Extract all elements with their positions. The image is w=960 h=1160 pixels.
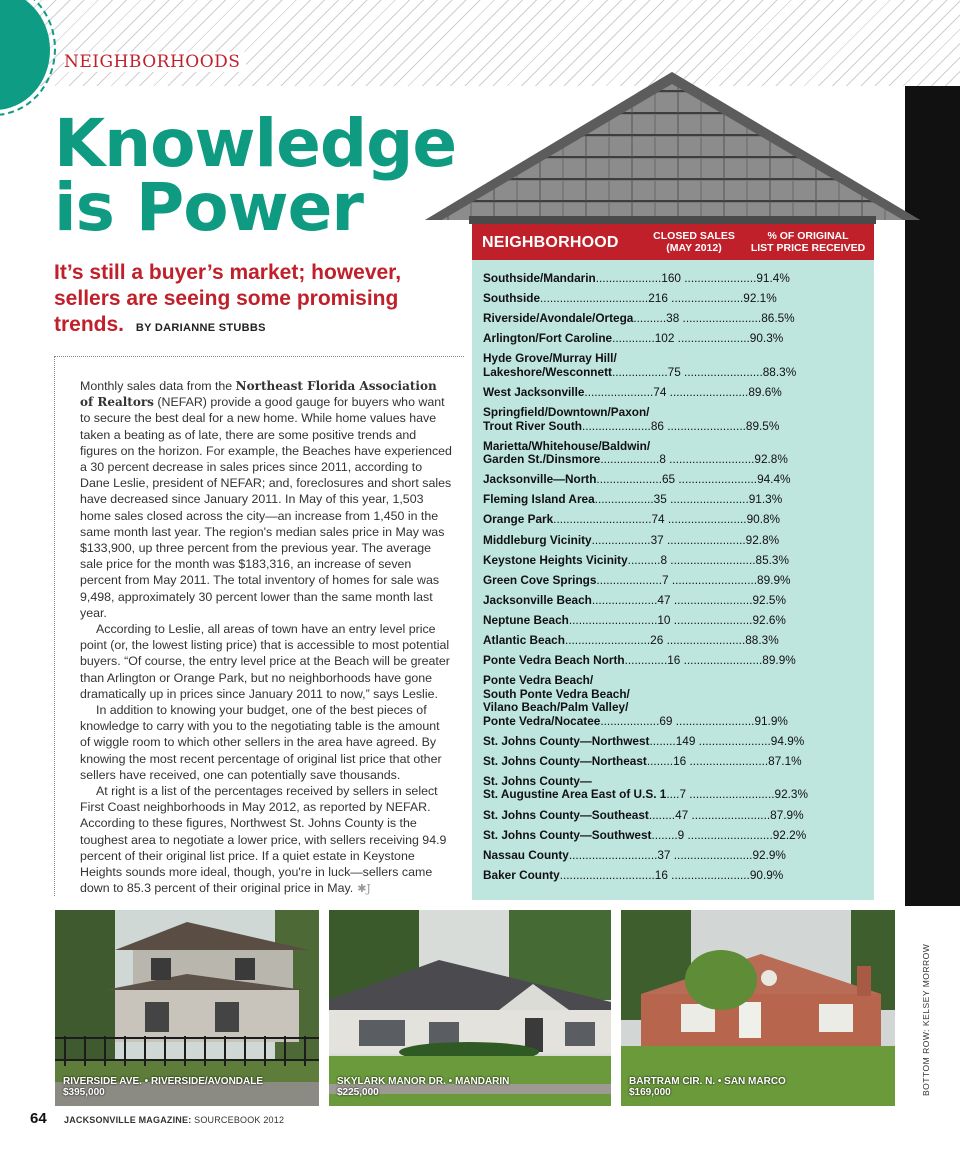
- percent-value: 92.3%: [774, 787, 808, 802]
- neighborhood-name: Arlington/Fort Caroline: [483, 331, 613, 346]
- neighborhood-name: Keystone Heights Vicinity: [483, 552, 628, 567]
- neighborhood-name: Middleburg Vicinity: [483, 532, 592, 547]
- caption-location: BARTRAM CIR. N. • SAN MARCO: [629, 1076, 786, 1087]
- caption-location: SKYLARK MANOR DR. • MANDARIN: [337, 1076, 510, 1087]
- table-row: [483, 594, 818, 608]
- article-paragraph-2: According to Leslie, all areas of town have an entry level price point (or, the lowest listing price) that is accessible to most potential buyers. “Of course, the entry level price at the Beach will be greater than Arlington or Orange Park, but no neighborhoods have gone dramatically up in prices since January 2011 to now,” says Leslie.: [80, 622, 450, 701]
- closed-sales-value: 10: [657, 612, 671, 627]
- row-line: [483, 534, 818, 548]
- caption-price: $395,000: [63, 1087, 105, 1098]
- neighborhood-name: Springfield/Downtown/Paxon/: [483, 405, 650, 420]
- row-line: [483, 513, 818, 527]
- row-line: [483, 366, 818, 380]
- neighborhood-name: Ponte Vedra/Nocatee: [483, 713, 601, 728]
- table-row: [483, 312, 818, 326]
- neighborhood-name: West Jacksonville: [483, 384, 585, 399]
- closed-sales-value: 149: [675, 733, 696, 748]
- percent-value: 92.6%: [752, 612, 786, 627]
- closed-sales-value: 16: [673, 753, 687, 768]
- dot-leader: ..........: [633, 311, 667, 326]
- closed-sales-value: 69: [659, 713, 673, 728]
- dotted-rule-left: [54, 356, 55, 896]
- photo-caption-3: [629, 1076, 786, 1098]
- dot-leader: ..................: [600, 713, 660, 728]
- row-line: [483, 292, 818, 306]
- dot-leader: ..........................: [668, 572, 758, 587]
- closed-sales-value: 8: [660, 552, 668, 567]
- dot-leader: ........................: [663, 633, 746, 647]
- dot-leader: ..........: [627, 552, 661, 567]
- row-line: [483, 440, 818, 454]
- photo-mandarin: [329, 910, 611, 1106]
- dot-leader: ........................: [666, 384, 749, 399]
- subhead-text: It’s still a buyer’s market; however, sellers are seeing some promising trends.: [54, 261, 402, 336]
- dot-leader: ..................: [591, 532, 651, 547]
- dot-leader: ........................: [680, 364, 763, 379]
- closed-sales-value: 16: [654, 867, 668, 882]
- dot-leader: ......................: [667, 291, 744, 306]
- table-header: [472, 224, 874, 260]
- neighborhood-name: Southside/Mandarin: [483, 271, 596, 285]
- dot-leader: .....................: [584, 384, 654, 399]
- closed-sales-value: 38: [666, 311, 680, 326]
- table-row: [483, 513, 818, 527]
- dot-leader: ........................: [675, 472, 758, 487]
- table-row: [483, 654, 818, 668]
- row-line: [483, 775, 818, 789]
- dot-leader: ........................: [688, 807, 771, 822]
- dotted-rule-top: [54, 356, 464, 357]
- table-row: [483, 674, 818, 728]
- article-body: [80, 378, 452, 898]
- table-row: [483, 352, 818, 379]
- table-row: [483, 634, 818, 648]
- closed-sales-value: 7: [679, 787, 687, 802]
- dot-leader: .............: [624, 653, 668, 668]
- percent-value: 90.9%: [749, 867, 784, 882]
- dot-leader: ........................: [672, 713, 755, 728]
- neighborhood-name: Trout River South: [483, 418, 582, 433]
- table-row: [483, 272, 818, 286]
- photo-credit: BOTTOM ROW: KELSEY MORROW: [921, 943, 931, 1096]
- article-text: (NEFAR) provide a good gauge for buyers who want to secure the best deal for a new home. While home values have taken a beating as of late, there are some positive trends and figures on the horizon. For example, the Beaches have experienced a 30 percent decrease in sales prices since 2011, according to Dane Leslie, president of NEFAR; and, foreclosures and short sales have decreased since January 2011. In May of this year, 1,503 home sales closed across the city—an increase from 1,450 in the same month last year. The region's median sales price in May was $133,900, up three percent from the previous year. The average sale price for the month was $183,316, an increase of seven percent from May 2011. The total inventory of homes for sale was 9,498, approximately 30 percent lower than the same month last year.: [80, 395, 452, 620]
- dot-leader: ........................: [667, 867, 750, 882]
- percent-value: 92.8%: [745, 532, 780, 547]
- table-rows: [483, 272, 818, 889]
- headline: [54, 105, 457, 246]
- table-row: [483, 332, 818, 346]
- dot-leader: ........: [651, 827, 678, 842]
- neighborhood-name: Orange Park: [483, 512, 554, 527]
- closed-sales-value: 37: [657, 847, 671, 862]
- neighborhood-name: Riverside/Avondale/Ortega: [483, 311, 634, 326]
- table-row: [483, 493, 818, 507]
- row-line: [483, 701, 818, 715]
- row-line: [483, 332, 818, 346]
- dot-leader: ........................: [670, 847, 753, 862]
- article-paragraph-3: In addition to knowing your budget, one of the best pieces of knowledge to carry with you to the negotiating table is the amount of wiggle room to which other sellers in the area have agreed. By knowing the most recent percentage of original list price that other sellers have received, one can potentially save thousands.: [80, 703, 442, 782]
- neighborhood-name: Southside: [483, 291, 541, 306]
- neighborhood-name: St. Johns County—Northwest: [483, 733, 650, 748]
- closed-sales-value: 75: [667, 364, 681, 379]
- neighborhood-name: Ponte Vedra Beach/: [483, 673, 594, 688]
- issue-name: SOURCEBOOK 2012: [191, 1115, 285, 1125]
- table-row: [483, 735, 818, 749]
- neighborhood-name: Garden St./Dinsmore: [483, 452, 601, 467]
- table-row: [483, 755, 818, 769]
- row-line: [483, 406, 818, 420]
- percent-value: 87.1%: [768, 753, 802, 768]
- photo-caption-2: [337, 1076, 509, 1098]
- caption-location: RIVERSIDE AVE. • RIVERSIDE/AVONDALE: [63, 1076, 264, 1087]
- dot-leader: ......................: [674, 331, 750, 346]
- dot-leader: .............: [612, 331, 655, 346]
- dot-leader: ........: [649, 733, 676, 748]
- neighborhood-name: Nassau County: [483, 847, 569, 862]
- header-percent-line-2: LIST PRICE RECEIVED: [750, 242, 866, 254]
- article-text: Monthly sales data from the: [80, 379, 236, 393]
- magazine-name: JACKSONVILLE MAGAZINE: [64, 1115, 189, 1125]
- table-row: [483, 473, 818, 487]
- closed-sales-value: 86: [650, 418, 664, 433]
- dot-leader: ....................: [591, 592, 658, 607]
- organization-name: Northeast Florida Association of Realtors: [80, 379, 437, 410]
- row-line: [483, 554, 818, 568]
- row-line: [483, 352, 818, 366]
- table-row: [483, 614, 818, 628]
- photo-caption-1: [63, 1076, 263, 1098]
- dot-leader: ........................: [666, 492, 749, 507]
- percent-value: 94.4%: [757, 472, 791, 487]
- dot-leader: ........................: [679, 311, 762, 326]
- header-neighborhood: NEIGHBORHOOD: [482, 234, 619, 251]
- table-row: [483, 775, 818, 802]
- dot-leader: ....................: [595, 271, 662, 285]
- row-line: [483, 654, 818, 668]
- dot-leader: ...........................: [568, 847, 658, 862]
- closed-sales-value: 74: [651, 512, 665, 527]
- neighborhood-name: St. Johns County—Southwest: [483, 827, 652, 842]
- row-line: [483, 755, 818, 769]
- neighborhood-name: Marietta/Whitehouse/Baldwin/: [483, 438, 651, 453]
- closed-sales-value: 9: [677, 827, 685, 842]
- row-line: [483, 735, 818, 749]
- percent-value: 85.3%: [755, 552, 789, 567]
- page-number: 64: [30, 1110, 47, 1127]
- row-line: [483, 869, 818, 883]
- percent-value: 91.4%: [756, 271, 790, 285]
- table-row: [483, 849, 818, 863]
- percent-value: 87.9%: [770, 807, 804, 822]
- closed-sales-value: 16: [667, 653, 681, 668]
- headline-line-1: Knowledge: [54, 105, 457, 182]
- dot-leader: ........................: [680, 653, 763, 668]
- percent-value: 92.2%: [772, 827, 807, 842]
- percent-value: 89.9%: [762, 653, 796, 668]
- closed-sales-value: 8: [659, 452, 666, 467]
- headline-line-2: is Power: [54, 169, 363, 246]
- dot-leader: ......................: [680, 271, 757, 285]
- neighborhood-name: Baker County: [483, 867, 560, 882]
- dot-leader: ..........................: [564, 633, 651, 647]
- row-line: [483, 849, 818, 863]
- dot-leader: ....: [666, 787, 680, 802]
- folio-separator: :: [188, 1115, 192, 1125]
- caption-price: $225,000: [337, 1087, 379, 1098]
- table-row: [483, 574, 818, 588]
- end-mark: ✱J: [357, 882, 371, 896]
- table-row: [483, 869, 818, 883]
- header-closed-sales: [644, 230, 744, 254]
- caption-price: $169,000: [629, 1087, 671, 1098]
- neighborhood-name: Jacksonville Beach: [483, 592, 592, 607]
- table-row: [483, 406, 818, 433]
- row-line: [483, 272, 818, 286]
- percent-value: 91.3%: [748, 492, 783, 507]
- dot-leader: ......................: [695, 733, 771, 748]
- neighborhood-name: St. Augustine Area East of U.S. 1: [483, 787, 667, 802]
- table-row: [483, 809, 818, 823]
- table-row: [483, 292, 818, 306]
- neighborhood-name: Neptune Beach: [483, 612, 569, 627]
- row-line: [483, 829, 818, 843]
- neighborhood-name: Lakeshore/Wesconnett: [483, 364, 612, 379]
- closed-sales-value: 37: [650, 532, 664, 547]
- percent-value: 88.3%: [745, 633, 779, 647]
- table-row: [483, 440, 818, 467]
- article-paragraph-1: [80, 378, 452, 621]
- neighborhood-name: South Ponte Vedra Beach/: [483, 686, 630, 701]
- subhead: [54, 260, 454, 341]
- neighborhood-name: Atlantic Beach: [483, 633, 565, 647]
- table-row: [483, 829, 818, 843]
- row-line: [483, 574, 818, 588]
- dot-leader: ...........................: [568, 612, 658, 627]
- neighborhood-name: Ponte Vedra Beach North: [483, 653, 625, 668]
- percent-value: 88.3%: [762, 364, 797, 379]
- percent-value: 89.6%: [748, 384, 782, 399]
- roof-illustration: [425, 70, 920, 230]
- closed-sales-value: 102: [654, 331, 675, 346]
- percent-value: 89.9%: [757, 572, 791, 587]
- row-line: [483, 634, 818, 648]
- row-line: [483, 614, 818, 628]
- table-row: [483, 554, 818, 568]
- table-row: [483, 386, 818, 400]
- neighborhood-name: St. Johns County—Southeast: [483, 807, 649, 822]
- row-line: [483, 493, 818, 507]
- percent-value: 90.8%: [746, 512, 781, 527]
- dot-leader: ........................: [686, 753, 769, 768]
- percent-value: 90.3%: [749, 331, 784, 346]
- closed-sales-value: 160: [661, 271, 681, 285]
- closed-sales-value: 47: [657, 592, 671, 607]
- neighborhood-name: St. Johns County—Northeast: [483, 753, 647, 768]
- dot-leader: .................................: [540, 291, 649, 306]
- dot-leader: ........................: [670, 612, 753, 627]
- neighborhood-name: Fleming Island Area: [483, 492, 595, 507]
- neighborhood-table: [472, 260, 874, 900]
- article-text: At right is a list of the percentages received by sellers in select First Coast neighborhoods in May 2012, as reported by NEFAR. According to these figures, Northwest St. Johns County is the toughest area to negotiate a lower price, with sellers receiving 94.9 percent of their original list price. If a quiet estate in Keystone Heights sounds more ideal, though, you're in luck—sellers came down to 85.3 percent of their original price in May.: [80, 784, 447, 896]
- table-row: [483, 534, 818, 548]
- row-line: [483, 674, 818, 688]
- neighborhood-name: Vilano Beach/Palm Valley/: [483, 700, 629, 715]
- percent-value: 89.5%: [745, 418, 780, 433]
- percent-value: 92.8%: [754, 452, 788, 467]
- dot-leader: ........................: [664, 512, 747, 527]
- photo-row: [55, 910, 895, 1106]
- dot-leader: ..........................: [667, 552, 756, 567]
- row-line: [483, 809, 818, 823]
- row-line: [483, 420, 818, 434]
- section-label: NEIGHBORHOODS: [64, 52, 246, 72]
- dot-leader: ..................: [594, 492, 654, 507]
- row-line: [483, 715, 818, 729]
- percent-value: 94.9%: [770, 733, 805, 748]
- header-percent: [742, 230, 874, 254]
- dot-leader: ........................: [663, 418, 746, 433]
- header-closed-sales-line-2: (MAY 2012): [666, 242, 722, 254]
- dot-leader: ..........................: [665, 452, 755, 467]
- row-line: [483, 312, 818, 326]
- header-closed-sales-line-1: CLOSED SALES: [653, 230, 735, 242]
- row-line: [483, 594, 818, 608]
- byline: BY DARIANNE STUBBS: [135, 322, 266, 334]
- percent-value: 92.9%: [752, 847, 786, 862]
- dot-leader: ........................: [670, 592, 753, 607]
- article-paragraph-4: [80, 783, 452, 897]
- neighborhood-name: Jacksonville—North: [483, 472, 597, 487]
- dot-leader: ........: [648, 807, 676, 822]
- row-line: [483, 453, 818, 467]
- dot-leader: ..........................: [686, 787, 775, 802]
- row-line: [483, 788, 818, 802]
- percent-value: 86.5%: [761, 311, 795, 326]
- dot-leader: .............................: [559, 867, 655, 882]
- dot-leader: ..................: [600, 452, 660, 467]
- percent-value: 92.5%: [752, 592, 786, 607]
- closed-sales-value: 216: [648, 291, 668, 306]
- dot-leader: ........................: [663, 532, 746, 547]
- dot-leader: ..............................: [553, 512, 652, 527]
- row-line: [483, 386, 818, 400]
- closed-sales-value: 26: [650, 633, 664, 647]
- photo-riverside: [55, 910, 319, 1106]
- neighborhood-name: Hyde Grove/Murray Hill/: [483, 351, 617, 366]
- dot-leader: ....................: [596, 572, 662, 587]
- closed-sales-value: 74: [653, 384, 667, 399]
- row-line: [483, 688, 818, 702]
- neighborhood-name: St. Johns County—: [483, 773, 592, 788]
- dot-leader: .....................: [581, 418, 651, 433]
- photo-san-marco: [621, 910, 895, 1106]
- closed-sales-value: 7: [661, 572, 669, 587]
- header-percent-line-1: % OF ORIGINAL: [767, 230, 849, 242]
- neighborhood-name: Green Cove Springs: [483, 572, 597, 587]
- percent-value: 92.1%: [743, 291, 777, 306]
- dot-leader: .................: [611, 364, 668, 379]
- dot-leader: ........: [646, 753, 674, 768]
- closed-sales-value: 47: [675, 807, 689, 822]
- dot-leader: ..........................: [684, 827, 773, 842]
- dot-leader: ....................: [596, 472, 662, 487]
- row-line: [483, 473, 818, 487]
- closed-sales-value: 65: [661, 472, 676, 487]
- closed-sales-value: 35: [653, 492, 667, 507]
- folio: [64, 1115, 284, 1125]
- percent-value: 91.9%: [754, 713, 788, 728]
